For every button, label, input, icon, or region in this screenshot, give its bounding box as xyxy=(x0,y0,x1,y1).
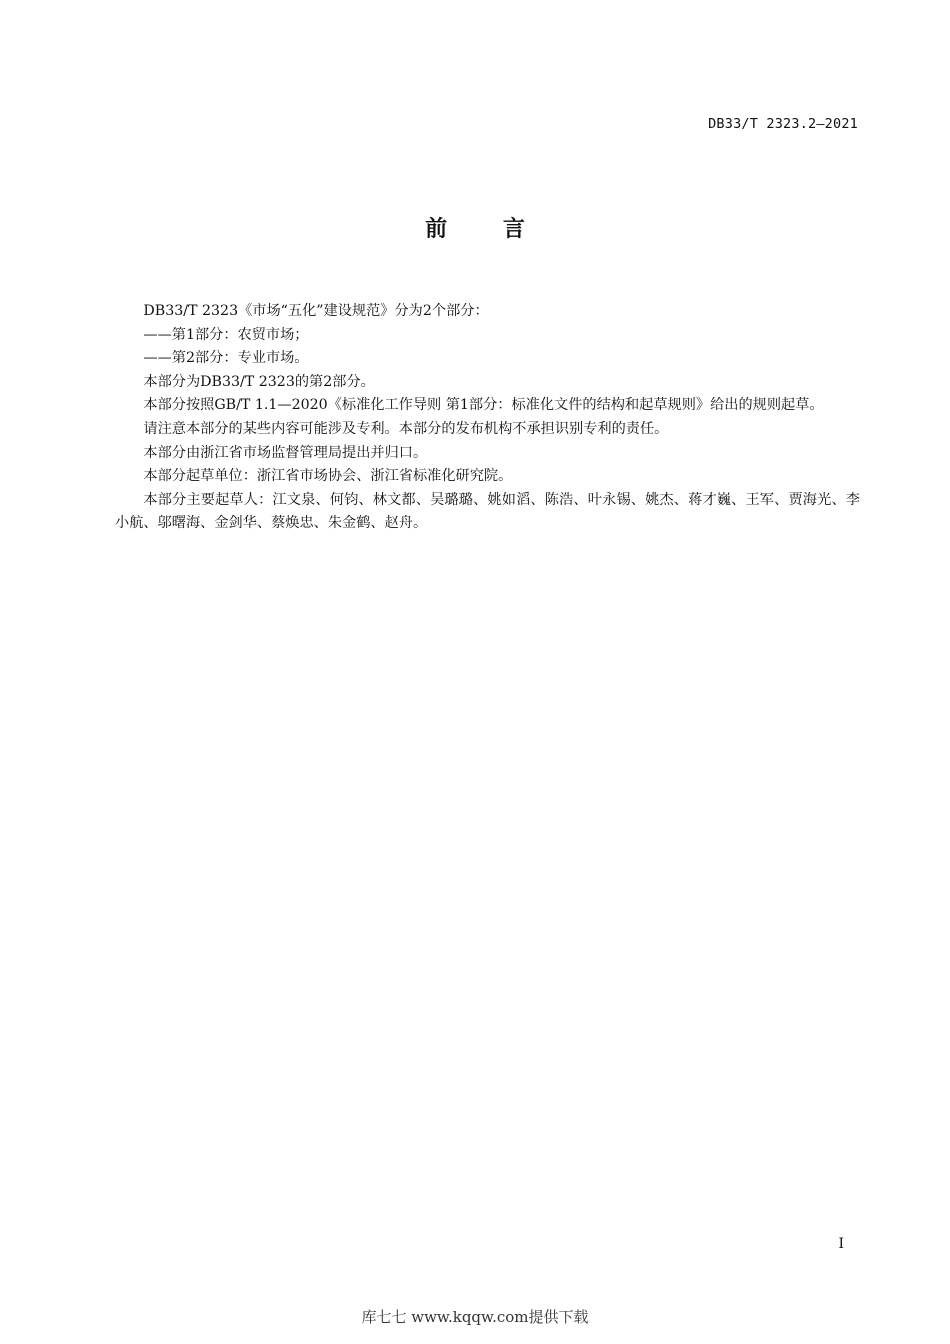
paragraph: 本部分按照GB/T 1.1—2020《标准化工作导则 第1部分：标准化文件的结构和起草规则》给出的规则起草。 xyxy=(143,397,824,414)
preface-body xyxy=(115,300,860,536)
paragraph: 本部分起草单位：浙江省市场协会、浙江省标准化研究院。 xyxy=(143,468,513,485)
paragraph: ——第1部分：农贸市场； xyxy=(143,326,309,343)
paragraph: DB33/T 2323《市场“五化”建设规范》分为2个部分： xyxy=(143,303,489,319)
paragraph: 本部分主要起草人：江文泉、何钧、林文都、吴璐璐、姚如滔、陈浩、叶永锡、姚杰、蒋才巍、王军、贾海光、李小航、邬曙海、金剑华、蔡焕忠、朱金鹤、赵舟。 xyxy=(115,491,860,532)
paragraph: 请注意本部分的某些内容可能涉及专利。本部分的发布机构不承担识别专利的责任。 xyxy=(143,420,669,437)
document-code: DB33/T 2323.2—2021 xyxy=(708,116,858,132)
page-number: I xyxy=(838,1236,844,1252)
paragraph: 本部分由浙江省市场监督管理局提出并归口。 xyxy=(143,444,428,461)
download-watermark: 库七七 www.kqqw.com提供下载 xyxy=(361,1308,589,1326)
paragraph: 本部分为DB33/T 2323的第2部分。 xyxy=(143,373,375,390)
paragraph: ——第2部分：专业市场。 xyxy=(143,350,309,367)
page-title: 前 言 xyxy=(425,217,549,242)
